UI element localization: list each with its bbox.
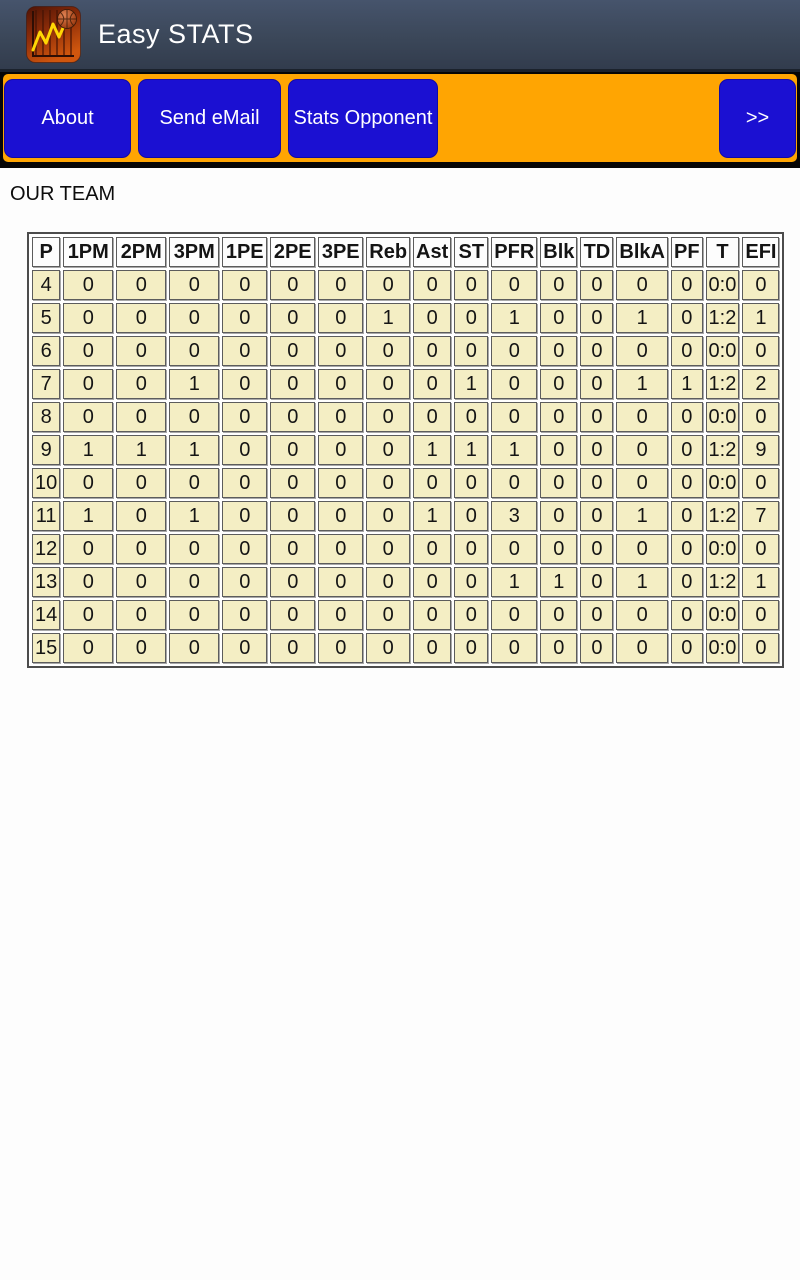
send-email-button[interactable]: Send eMail [138,79,281,158]
toolbar [0,72,800,168]
stat-cell[interactable]: 0 [742,534,779,564]
stat-cell[interactable]: 1 [491,435,537,465]
stat-cell[interactable]: 1 [63,435,113,465]
stat-cell[interactable]: 0 [270,468,315,498]
stat-cell[interactable]: 0 [413,567,451,597]
table-row [32,534,779,564]
table-row [32,633,779,663]
stat-cell[interactable]: 0 [491,534,537,564]
stat-cell[interactable]: 0 [270,303,315,333]
stat-cell[interactable]: 0 [580,336,613,366]
stat-cell[interactable]: 0 [491,468,537,498]
player-number-cell[interactable]: 8 [32,402,60,432]
column-header-3pe: 3PE [318,237,363,267]
table-row [32,501,779,531]
stat-cell[interactable]: 0 [270,633,315,663]
stat-cell[interactable]: 0 [222,402,267,432]
stat-cell[interactable]: 1 [413,501,451,531]
stat-cell[interactable]: 0 [491,270,537,300]
stat-cell[interactable]: 0 [169,402,219,432]
stat-cell[interactable]: 0 [580,501,613,531]
stat-cell[interactable]: 1:2 [706,369,740,399]
stat-cell[interactable]: 0 [222,468,267,498]
stat-cell[interactable]: 0 [169,567,219,597]
stat-cell[interactable]: 0 [366,633,410,663]
stat-cell[interactable]: 0 [616,435,668,465]
stat-cell[interactable]: 0 [63,336,113,366]
player-number-cell[interactable]: 6 [32,336,60,366]
stat-cell[interactable]: 0 [222,633,267,663]
column-header-2pe: 2PE [270,237,315,267]
stat-cell[interactable]: 1 [366,303,410,333]
column-header-1pm: 1PM [63,237,113,267]
stat-cell[interactable]: 0 [63,567,113,597]
player-number-cell[interactable]: 13 [32,567,60,597]
stat-cell[interactable]: 0 [116,468,166,498]
stat-cell[interactable]: 0 [366,270,410,300]
stat-cell[interactable]: 0 [63,633,113,663]
stat-cell[interactable]: 0 [580,402,613,432]
stat-cell[interactable]: 0 [222,501,267,531]
stat-cell[interactable]: 1 [454,369,488,399]
column-header-blk: Blk [540,237,577,267]
stat-cell[interactable]: 9 [742,435,779,465]
stat-cell[interactable]: 0 [491,336,537,366]
toolbar-inner [3,74,797,162]
stat-cell[interactable]: 2 [742,369,779,399]
stat-cell[interactable]: 1:2 [706,435,740,465]
stat-cell[interactable]: 0 [454,336,488,366]
stat-cell[interactable]: 0 [222,303,267,333]
table-row [32,468,779,498]
stat-cell[interactable]: 1 [169,501,219,531]
stat-cell[interactable]: 0 [540,369,577,399]
stat-cell[interactable]: 0 [366,534,410,564]
stat-cell[interactable]: 0 [580,435,613,465]
stat-cell[interactable]: 0 [671,600,703,630]
stat-cell[interactable]: 1 [742,567,779,597]
stat-cell[interactable]: 0 [616,336,668,366]
stat-cell[interactable]: 0 [413,468,451,498]
stat-cell[interactable]: 0 [116,567,166,597]
column-header-st: ST [454,237,488,267]
stat-cell[interactable]: 0 [671,402,703,432]
stat-cell[interactable]: 0 [63,534,113,564]
stat-cell[interactable]: 0:0 [706,468,740,498]
column-header-pf: PF [671,237,703,267]
stat-cell[interactable]: 0 [63,402,113,432]
column-header-reb: Reb [366,237,410,267]
stat-cell[interactable]: 0 [116,303,166,333]
stat-cell[interactable]: 0 [318,303,363,333]
stat-cell[interactable]: 1 [413,435,451,465]
stat-cell[interactable]: 0 [616,468,668,498]
stat-cell[interactable]: 0 [318,336,363,366]
stat-cell[interactable]: 0 [413,402,451,432]
player-number-cell[interactable]: 4 [32,270,60,300]
stat-cell[interactable]: 1 [540,567,577,597]
stat-cell[interactable]: 0 [454,567,488,597]
stat-cell[interactable]: 0 [116,534,166,564]
stat-cell[interactable]: 0:0 [706,534,740,564]
stat-cell[interactable]: 0:0 [706,600,740,630]
stat-cell[interactable]: 0 [366,600,410,630]
table-row [32,600,779,630]
stat-cell[interactable]: 0 [222,336,267,366]
stat-cell[interactable]: 0 [454,600,488,630]
about-button[interactable]: About [4,79,131,158]
column-header-p: P [32,237,60,267]
stat-cell[interactable]: 0 [671,336,703,366]
stat-cell[interactable]: 1 [63,501,113,531]
stat-cell[interactable]: 0 [540,633,577,663]
column-header-t: T [706,237,740,267]
stat-cell[interactable]: 1 [491,567,537,597]
stat-cell[interactable]: 1 [616,369,668,399]
stat-cell[interactable]: 0 [540,534,577,564]
stat-cell[interactable]: 0 [671,501,703,531]
table-row [32,270,779,300]
stat-cell[interactable]: 0 [580,270,613,300]
stat-cell[interactable]: 0 [270,435,315,465]
stat-cell[interactable]: 0 [413,369,451,399]
table-row [32,435,779,465]
stat-cell[interactable]: 0 [270,270,315,300]
column-header-td: TD [580,237,613,267]
stat-cell[interactable]: 0 [580,369,613,399]
stat-cell[interactable]: 0 [116,501,166,531]
stat-cell[interactable]: 0 [270,369,315,399]
stat-cell[interactable]: 0 [540,600,577,630]
player-number-cell[interactable]: 14 [32,600,60,630]
section-title: OUR TEAM [10,183,116,205]
stat-cell[interactable]: 0 [580,303,613,333]
stat-cell[interactable]: 0 [63,270,113,300]
stat-cell[interactable]: 0 [454,534,488,564]
stat-cell[interactable]: 0:0 [706,270,740,300]
stat-cell[interactable]: 0 [366,567,410,597]
stat-cell[interactable]: 0 [616,270,668,300]
stat-cell[interactable]: 0 [318,435,363,465]
stat-cell[interactable]: 0 [116,369,166,399]
stat-cell[interactable]: 0 [413,600,451,630]
stat-cell[interactable]: 0 [540,501,577,531]
stat-cell[interactable]: 0 [742,402,779,432]
stat-cell[interactable]: 0 [222,369,267,399]
stat-cell[interactable]: 0 [413,303,451,333]
stats-opponent-button[interactable]: Stats Opponent [288,79,438,158]
stat-cell[interactable]: 0 [671,468,703,498]
stat-cell[interactable]: 0 [169,600,219,630]
stat-cell[interactable]: 0 [169,336,219,366]
stat-cell[interactable]: 0 [63,600,113,630]
stat-cell[interactable]: 0 [270,534,315,564]
stat-cell[interactable]: 1 [454,435,488,465]
stat-cell[interactable]: 0 [318,633,363,663]
stat-cell[interactable]: 0 [580,633,613,663]
stat-cell[interactable]: 0 [222,600,267,630]
stat-cell[interactable]: 0 [366,501,410,531]
stat-cell[interactable]: 0:0 [706,402,740,432]
stat-cell[interactable]: 1:2 [706,501,740,531]
stats-table-body [32,270,779,663]
stat-cell[interactable]: 0 [742,270,779,300]
table-row [32,303,779,333]
stat-cell[interactable]: 0 [366,435,410,465]
stat-cell[interactable]: 0 [540,402,577,432]
player-number-cell[interactable]: 12 [32,534,60,564]
stat-cell[interactable]: 1 [616,501,668,531]
table-row [32,369,779,399]
stat-cell[interactable]: 0 [318,567,363,597]
stat-cell[interactable]: 0 [742,336,779,366]
stat-cell[interactable]: 0 [742,633,779,663]
stat-cell[interactable]: 0 [318,270,363,300]
stat-cell[interactable]: 0 [454,402,488,432]
stat-cell[interactable]: 0 [540,435,577,465]
stat-cell[interactable]: 0 [616,402,668,432]
stat-cell[interactable]: 0 [116,270,166,300]
stat-cell[interactable]: 0 [540,336,577,366]
stat-cell[interactable]: 0 [169,534,219,564]
stat-cell[interactable]: 0 [222,435,267,465]
stat-cell[interactable]: 0 [742,468,779,498]
stat-cell[interactable]: 0 [270,336,315,366]
stat-cell[interactable]: 0 [222,534,267,564]
stat-cell[interactable]: 0 [270,600,315,630]
stats-table-head-row [32,237,779,267]
stat-cell[interactable]: 0 [580,534,613,564]
stat-cell[interactable]: 0 [540,468,577,498]
next-page-button[interactable]: >> [719,79,796,158]
main-content [0,183,800,668]
stat-cell[interactable]: 0 [318,600,363,630]
stat-cell[interactable]: 0 [116,633,166,663]
stat-cell[interactable]: 0 [318,534,363,564]
stat-cell[interactable]: 0 [222,567,267,597]
stat-cell[interactable]: 0 [580,600,613,630]
player-number-cell[interactable]: 10 [32,468,60,498]
stat-cell[interactable]: 0 [616,534,668,564]
stat-cell[interactable]: 1 [742,303,779,333]
player-number-cell[interactable]: 5 [32,303,60,333]
stat-cell[interactable]: 0 [454,501,488,531]
stat-cell[interactable]: 0 [454,303,488,333]
stat-cell[interactable]: 0 [671,534,703,564]
stat-cell[interactable]: 0 [318,402,363,432]
stat-cell[interactable]: 1 [169,435,219,465]
stat-cell[interactable]: 0 [491,369,537,399]
stat-cell[interactable]: 0 [671,633,703,663]
stat-cell[interactable]: 0 [454,633,488,663]
stat-cell[interactable]: 0 [116,600,166,630]
stat-cell[interactable]: 0 [169,468,219,498]
table-row [32,336,779,366]
stats-table [27,232,784,668]
stat-cell[interactable]: 1 [491,303,537,333]
player-number-cell[interactable]: 7 [32,369,60,399]
stat-cell[interactable]: 7 [742,501,779,531]
stat-cell[interactable]: 0 [270,402,315,432]
player-number-cell[interactable]: 11 [32,501,60,531]
stat-cell[interactable]: 0 [540,303,577,333]
stat-cell[interactable]: 0 [454,468,488,498]
table-row [32,402,779,432]
stat-cell[interactable]: 0:0 [706,633,740,663]
stat-cell[interactable]: 0 [318,468,363,498]
player-number-cell[interactable]: 15 [32,633,60,663]
stat-cell[interactable]: 0 [616,600,668,630]
stat-cell[interactable]: 0 [454,270,488,300]
stat-cell[interactable]: 0 [169,303,219,333]
stat-cell[interactable]: 1 [671,369,703,399]
stat-cell[interactable]: 0 [318,501,363,531]
column-header-ast: Ast [413,237,451,267]
stat-cell[interactable]: 0 [413,270,451,300]
app-logo-icon [26,6,81,63]
stat-cell[interactable]: 0 [366,468,410,498]
stat-cell[interactable]: 0 [413,336,451,366]
stat-cell[interactable]: 0 [413,534,451,564]
stat-cell[interactable]: 0 [413,633,451,663]
app-title: Easy STATS [98,19,254,49]
column-header-1pe: 1PE [222,237,267,267]
stat-cell[interactable]: 0 [580,468,613,498]
stat-cell[interactable]: 0 [671,435,703,465]
stat-cell[interactable]: 0 [491,633,537,663]
stat-cell[interactable]: 0 [616,633,668,663]
stat-cell[interactable]: 0 [671,567,703,597]
player-number-cell[interactable]: 9 [32,435,60,465]
app-header [0,0,800,72]
stat-cell[interactable]: 1 [169,369,219,399]
column-header-3pm: 3PM [169,237,219,267]
stat-cell[interactable]: 0 [169,270,219,300]
column-header-blka: BlkA [616,237,668,267]
stat-cell[interactable]: 0 [63,303,113,333]
stat-cell[interactable]: 1 [616,567,668,597]
column-header-2pm: 2PM [116,237,166,267]
stat-cell[interactable]: 1 [116,435,166,465]
stat-cell[interactable]: 1 [616,303,668,333]
stat-cell[interactable]: 0 [366,402,410,432]
stat-cell[interactable]: 1:2 [706,303,740,333]
stat-cell[interactable]: 0 [270,567,315,597]
stat-cell[interactable]: 0 [116,402,166,432]
stat-cell[interactable]: 0 [318,369,363,399]
stat-cell[interactable]: 0 [366,369,410,399]
stat-cell[interactable]: 0 [540,270,577,300]
stat-cell[interactable]: 0 [491,600,537,630]
stat-cell[interactable]: 0 [63,369,113,399]
stat-cell[interactable]: 1:2 [706,567,740,597]
stat-cell[interactable]: 0 [671,270,703,300]
stat-cell[interactable]: 0 [742,600,779,630]
stat-cell[interactable]: 0 [491,402,537,432]
stat-cell[interactable]: 0 [116,336,166,366]
stat-cell[interactable]: 0 [270,501,315,531]
stat-cell[interactable]: 0 [671,303,703,333]
table-row [32,567,779,597]
stat-cell[interactable]: 0 [580,567,613,597]
stat-cell[interactable]: 0 [63,468,113,498]
stat-cell[interactable]: 0 [366,336,410,366]
stat-cell[interactable]: 0:0 [706,336,740,366]
stat-cell[interactable]: 3 [491,501,537,531]
stat-cell[interactable]: 0 [222,270,267,300]
stat-cell[interactable]: 0 [169,633,219,663]
column-header-efi: EFI [742,237,779,267]
column-header-pfr: PFR [491,237,537,267]
